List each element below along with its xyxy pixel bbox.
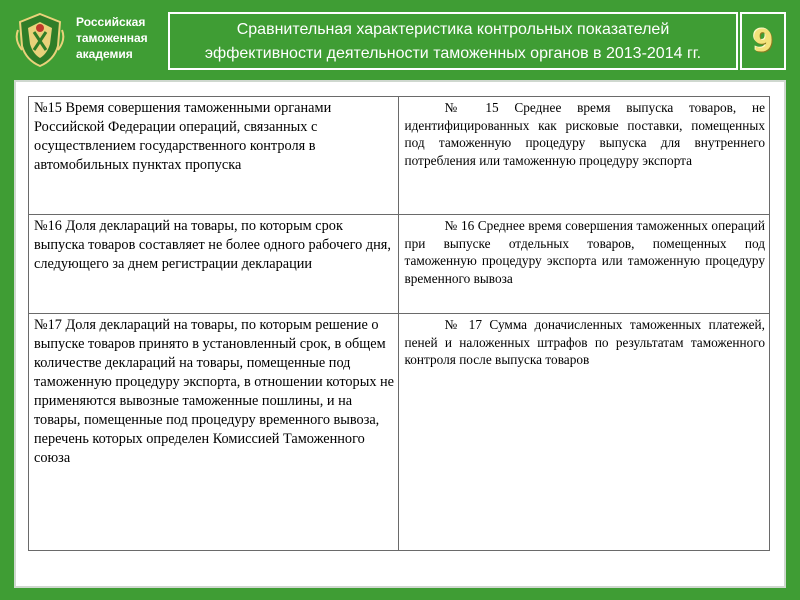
- academy-line-1: Российская: [76, 15, 146, 29]
- table-row: [29, 97, 770, 215]
- comparison-table: [28, 96, 770, 551]
- page-number-box: [740, 12, 786, 70]
- page-number: 9: [752, 23, 774, 59]
- table-cell-right: № 16 Среднее время совершения таможенных операций при выпуске отдельных товаров, помещенных под таможенную процедуру экспорта или таможенную процедуру временного вывоза: [399, 215, 770, 314]
- table-cell-left: №17 Доля деклараций на товары, по которым решение о выпуске товаров принято в установленный срок, в общем количестве деклараций на товары, помещенные под таможенную процедуру экспорта, в отношении которых не применяются вывозные таможенные пошлины, и на товары, помещенные под процедуру временного вывоза, перечень которых определен Комиссией Таможенного союза: [29, 314, 399, 551]
- academy-line-3: академия: [76, 47, 133, 61]
- table-row: [29, 215, 770, 314]
- table-row: [29, 314, 770, 551]
- table-cell-left: №16 Доля деклараций на товары, по которым срок выпуска товаров составляет не более одного рабочего дня, следующего за днем регистрации декларации: [29, 215, 399, 314]
- table-cell-right: № 15 Среднее время выпуска товаров, не идентифицированных как рисковые поставки, помещенных под таможенную процедуру выпуска для внутреннего потребления или таможенную процедуру экспорта: [399, 97, 770, 215]
- customs-emblem-icon: [14, 10, 66, 68]
- table-cell-left: №15 Время совершения таможенными органами Российской Федерации операций, связанных с осуществлением государственного контроля в автомобильных пунктах пропуска: [29, 97, 399, 215]
- slide-title: [168, 12, 738, 70]
- table-cell-right: № 17 Сумма доначисленных таможенных платежей, пеней и наложенных штрафов по результатам таможенного контроля после выпуска товаров: [399, 314, 770, 551]
- slide-title-line-2: эффективности деятельности таможенных органов в 2013-2014 гг.: [204, 45, 702, 62]
- academy-name: [76, 14, 166, 62]
- academy-line-2: таможенная: [76, 31, 148, 45]
- slide-title-line-1: Сравнительная характеристика контрольных показателей: [236, 21, 670, 38]
- content-panel: [14, 80, 786, 588]
